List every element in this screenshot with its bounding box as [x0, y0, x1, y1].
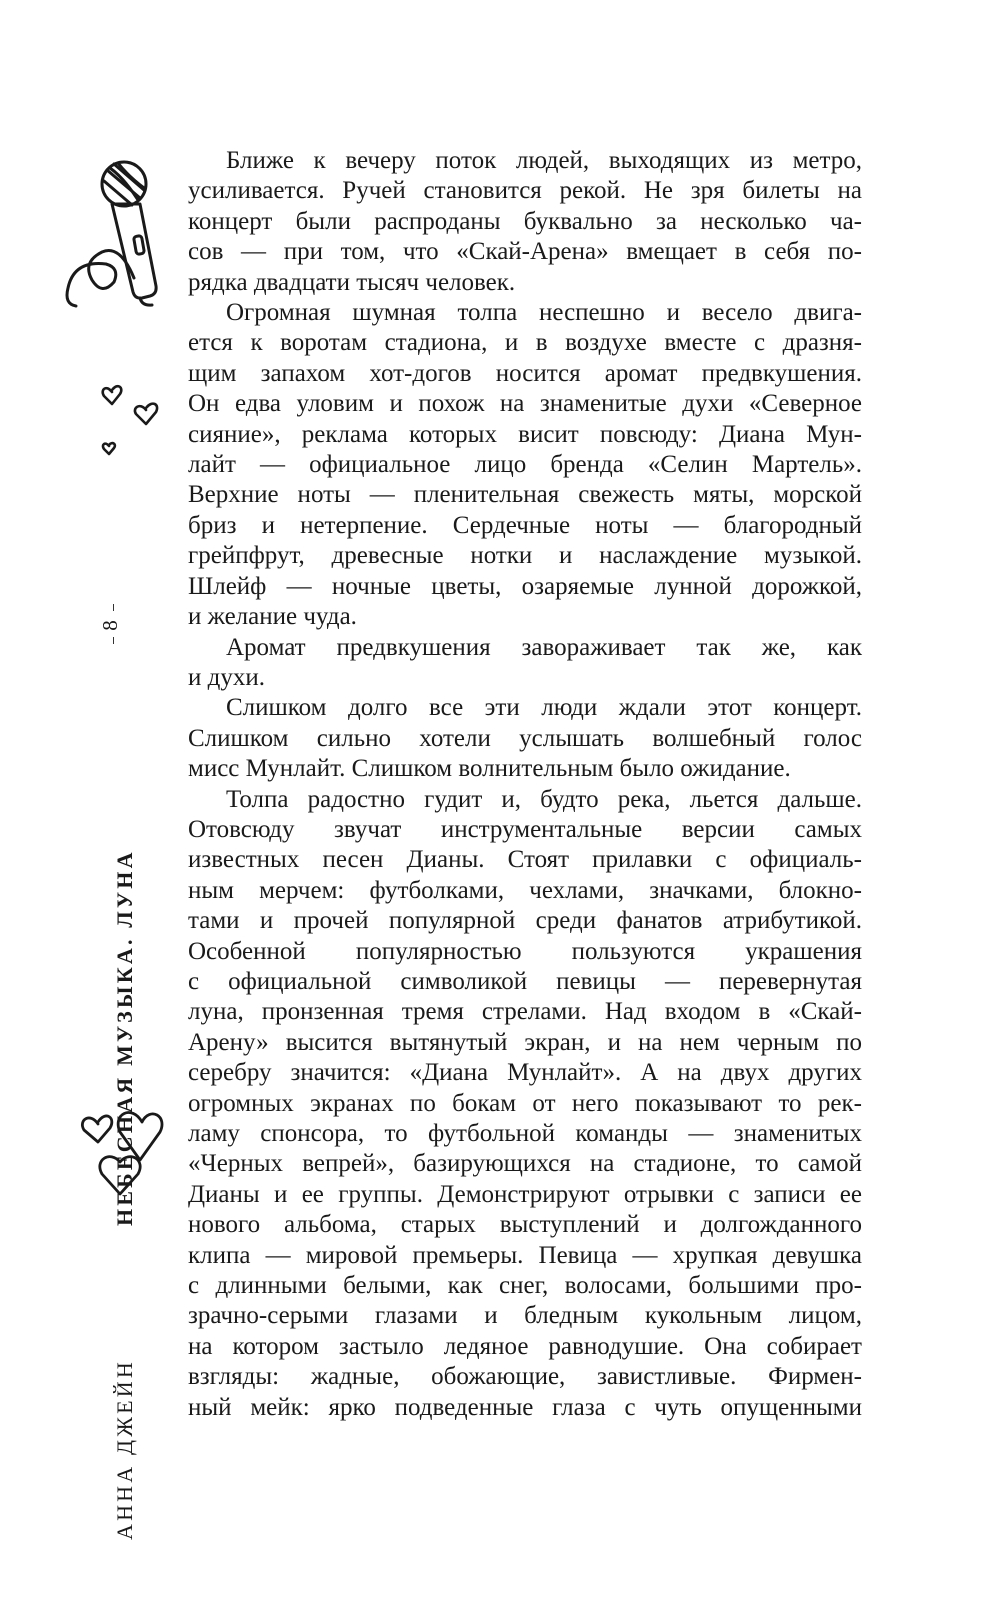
text-line: Отовсюду звучат инструментальные версии самых — [188, 815, 862, 843]
text-line: известных песен Дианы. Стоят прилавки с официаль- — [188, 846, 862, 874]
text-line: грейпфрут, древесные нотки и наслаждение музыкой. — [188, 542, 862, 570]
text-line: нового альбома, старых выступлений и долгожданного — [188, 1211, 862, 1239]
text-line: огромных экранах по бокам от него показывают то рек- — [188, 1089, 862, 1117]
text-line: зрачно-серыми глазами и бледным кукольным лицом, — [188, 1302, 862, 1330]
heart-icon — [98, 370, 168, 460]
text-line: Слишком долго все эти люди ждали этот концерт. — [226, 694, 862, 722]
text-line: щим запахом хот-догов носится аромат предвкушения. — [188, 359, 862, 387]
text-line: ется к воротам стадиона, и в воздухе вместе с дразня- — [188, 329, 862, 357]
running-head — [112, 849, 138, 1540]
text-line: Слишком сильно хотели услышать волшебный голос — [188, 724, 862, 752]
text-line: луна, пронзенная тремя стрелами. Над входом в «Скай- — [188, 998, 862, 1026]
text-line: взгляды: жадные, обожающие, завистливые. Фирмен- — [188, 1363, 862, 1391]
text-line: ламу спонсора, то футбольной команды — знаменитых — [188, 1120, 862, 1147]
text-line: Особенной популярностью пользуются украшения — [188, 937, 862, 965]
text-line: ный мейк: ярко подведенные глаза с чуть опущенными — [188, 1393, 862, 1421]
page-number-value: 8 — [97, 620, 122, 631]
text-line: Шлейф — ночные цветы, озаряемые лунной дорожкой, — [188, 572, 862, 600]
text-line: с длинными белыми, как снег, волосами, большими про- — [188, 1272, 862, 1300]
text-line: на котором застыло ледяное равнодушие. Она собирает — [188, 1332, 862, 1360]
text-line: серебру значится: «Диана Мунлайт». А на двух других — [188, 1059, 862, 1087]
text-line: лайт — официальное лицо бренда «Селин Мартель». — [188, 451, 862, 479]
running-head-book-title: НЕБЕСНАЯ МУЗЫКА. ЛУНА — [112, 849, 137, 1227]
text-line: и духи. — [188, 663, 265, 691]
text-line: сияние», реклама которых висит повсюду: Диана Мун- — [188, 420, 862, 448]
text-line: Огромная шумная толпа неспешно и весело двига- — [226, 299, 862, 327]
text-line: клипа — мировой премьеры. Певица — хрупкая девушка — [188, 1241, 862, 1269]
text-line: рядка двадцати тысяч человек. — [188, 268, 516, 296]
microphone-icon — [62, 148, 182, 308]
text-line: ным мерчем: футболками, чехлами, значками, блокно- — [188, 876, 862, 904]
running-head-author: АННА ДЖЕЙН — [112, 1359, 137, 1540]
text-line: с официальной символикой певицы — перевернутая — [188, 967, 862, 995]
text-line: «Черных вепрей», базирующихся на стадионе, то самой — [188, 1150, 862, 1178]
text-line: Арену» высится вытянутый экран, и на нем черным по — [188, 1028, 862, 1056]
text-line: и желание чуда. — [188, 603, 357, 631]
text-line: тами и прочей популярной среди фанатов атрибутикой. — [188, 907, 862, 935]
text-line: Он едва уловим и похож на знаменитые духи «Северное — [188, 390, 862, 418]
text-line: Толпа радостно гудит и, будто река, льется дальше. — [226, 785, 862, 813]
text-line: Аромат предвкушения завораживает так же, как — [226, 633, 862, 661]
text-line: мисс Мунлайт. Слишком волнительным было ожидание. — [188, 755, 791, 783]
text-line: усиливается. Ручей становится рекой. Не зря билеты на — [188, 177, 862, 205]
text-line: Дианы и ее группы. Демонстрируют отрывки с записи ее — [188, 1180, 862, 1208]
body-text — [188, 146, 862, 1423]
page-number — [97, 604, 123, 644]
text-line: бриз и нетерпение. Сердечные ноты — благородный — [188, 511, 862, 539]
text-line: Ближе к вечеру поток людей, выходящих из метро, — [226, 147, 862, 174]
text-line: Верхние ноты — пленительная свежесть мяты, морской — [188, 481, 862, 509]
text-line: концерт были распроданы буквально за несколько ча- — [188, 207, 862, 235]
text-line: сов — при том, что «Скай-Арена» вмещает в себя по- — [188, 238, 862, 266]
